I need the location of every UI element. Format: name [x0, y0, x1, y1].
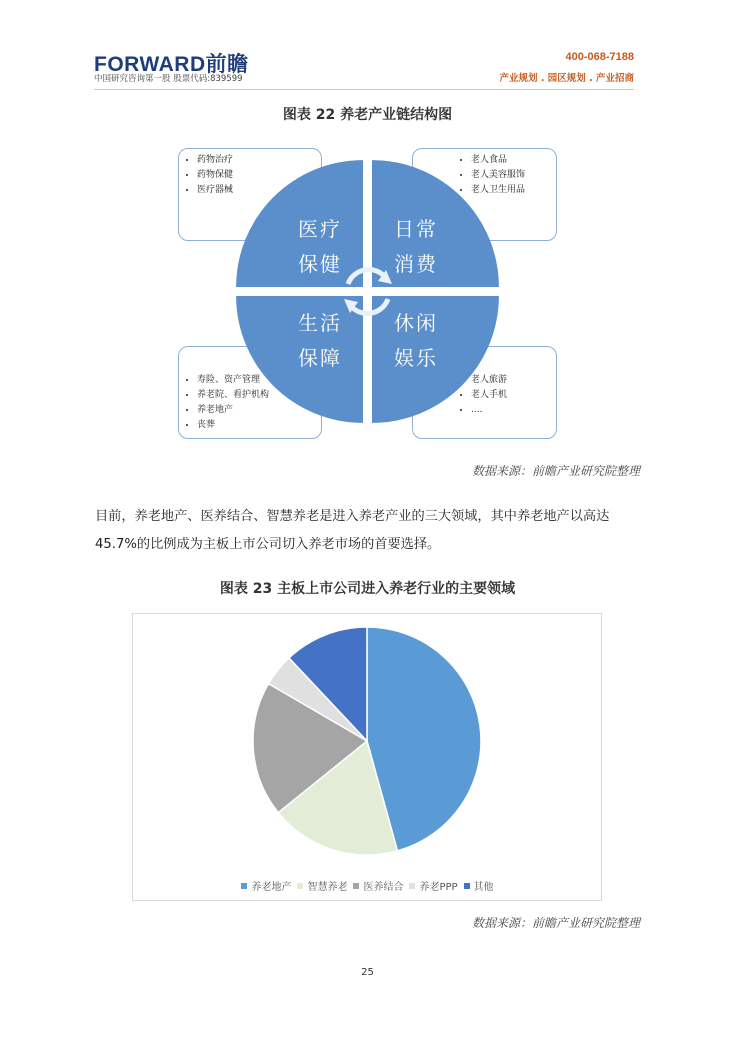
list-item: • 养老地产 — [197, 403, 313, 418]
header-tagline: 产业规划 . 园区规划 . 产业招商 — [499, 73, 634, 84]
legend-swatch — [297, 883, 303, 889]
list-item: • 老人手机 — [471, 388, 548, 403]
legend-item — [409, 878, 457, 893]
list-item: • .... — [471, 403, 548, 418]
legend-item — [241, 878, 291, 893]
figure22-source: 数据来源：前瞻产业研究院整理 — [471, 464, 640, 478]
legend-swatch — [241, 883, 247, 889]
list-item: • 养老院、看护机构 — [197, 388, 313, 403]
legend-item — [297, 878, 347, 893]
logo-subtitle: 中国研究咨询第一股 股票代码:839599 — [94, 74, 243, 84]
legend-swatch — [409, 883, 415, 889]
company-logo: FORWARD前瞻 — [94, 53, 249, 76]
quadrant-label: 生活 — [298, 311, 342, 335]
pie-chart — [132, 613, 602, 901]
legend-label: 智慧养老 — [307, 882, 348, 893]
quadrant-label: 医疗 — [298, 217, 342, 241]
legend-swatch — [353, 883, 359, 889]
legend-label: 养老PPP — [419, 882, 458, 893]
quadrant-circle — [236, 160, 499, 423]
quadrant-label: 娱乐 — [394, 346, 438, 370]
body-paragraph: 目前，养老地产、医养结合、智慧养老是进入养老产业的三大领域，其中养老地产以高达 45.7%的比例成为主板上市公司切入养老市场的首要选择。 — [95, 509, 610, 552]
chart-legend — [0, 878, 735, 893]
list-item: • 丧葬 — [197, 418, 313, 433]
list-item: • 药物保健 — [197, 168, 313, 183]
figure23-title: 图表 23 主板上市公司进入养老行业的主要领域 — [219, 581, 516, 597]
legend-label: 医养结合 — [363, 882, 404, 893]
legend-swatch — [464, 883, 470, 889]
list-item: • 老人美容服饰 — [471, 168, 548, 183]
figure23-source: 数据来源：前瞻产业研究院整理 — [471, 916, 640, 930]
quadrant-label: 日常 — [394, 217, 438, 241]
legend-item — [464, 878, 494, 893]
list-item: • 医疗器械 — [197, 183, 313, 198]
page-number: 25 — [361, 967, 374, 978]
list-item: • 老人旅游 — [471, 373, 548, 388]
list-item: • 老人食品 — [471, 153, 548, 168]
list-item: • 老人卫生用品 — [471, 183, 548, 198]
list-item: • 药物治疗 — [197, 153, 313, 168]
quadrant-label: 保障 — [298, 346, 342, 370]
header-divider — [94, 89, 634, 90]
quadrant-label: 消费 — [394, 252, 438, 276]
legend-label: 养老地产 — [251, 882, 292, 893]
legend-label: 其他 — [473, 882, 494, 893]
quadrant-label: 保健 — [298, 252, 342, 276]
list-item: • 寿险、资产管理 — [197, 373, 313, 388]
phone-number: 400-068-7188 — [565, 51, 634, 63]
legend-item — [353, 878, 403, 893]
figure22-title: 图表 22 养老产业链结构图 — [282, 107, 453, 123]
quadrant-label: 休闲 — [394, 311, 438, 335]
